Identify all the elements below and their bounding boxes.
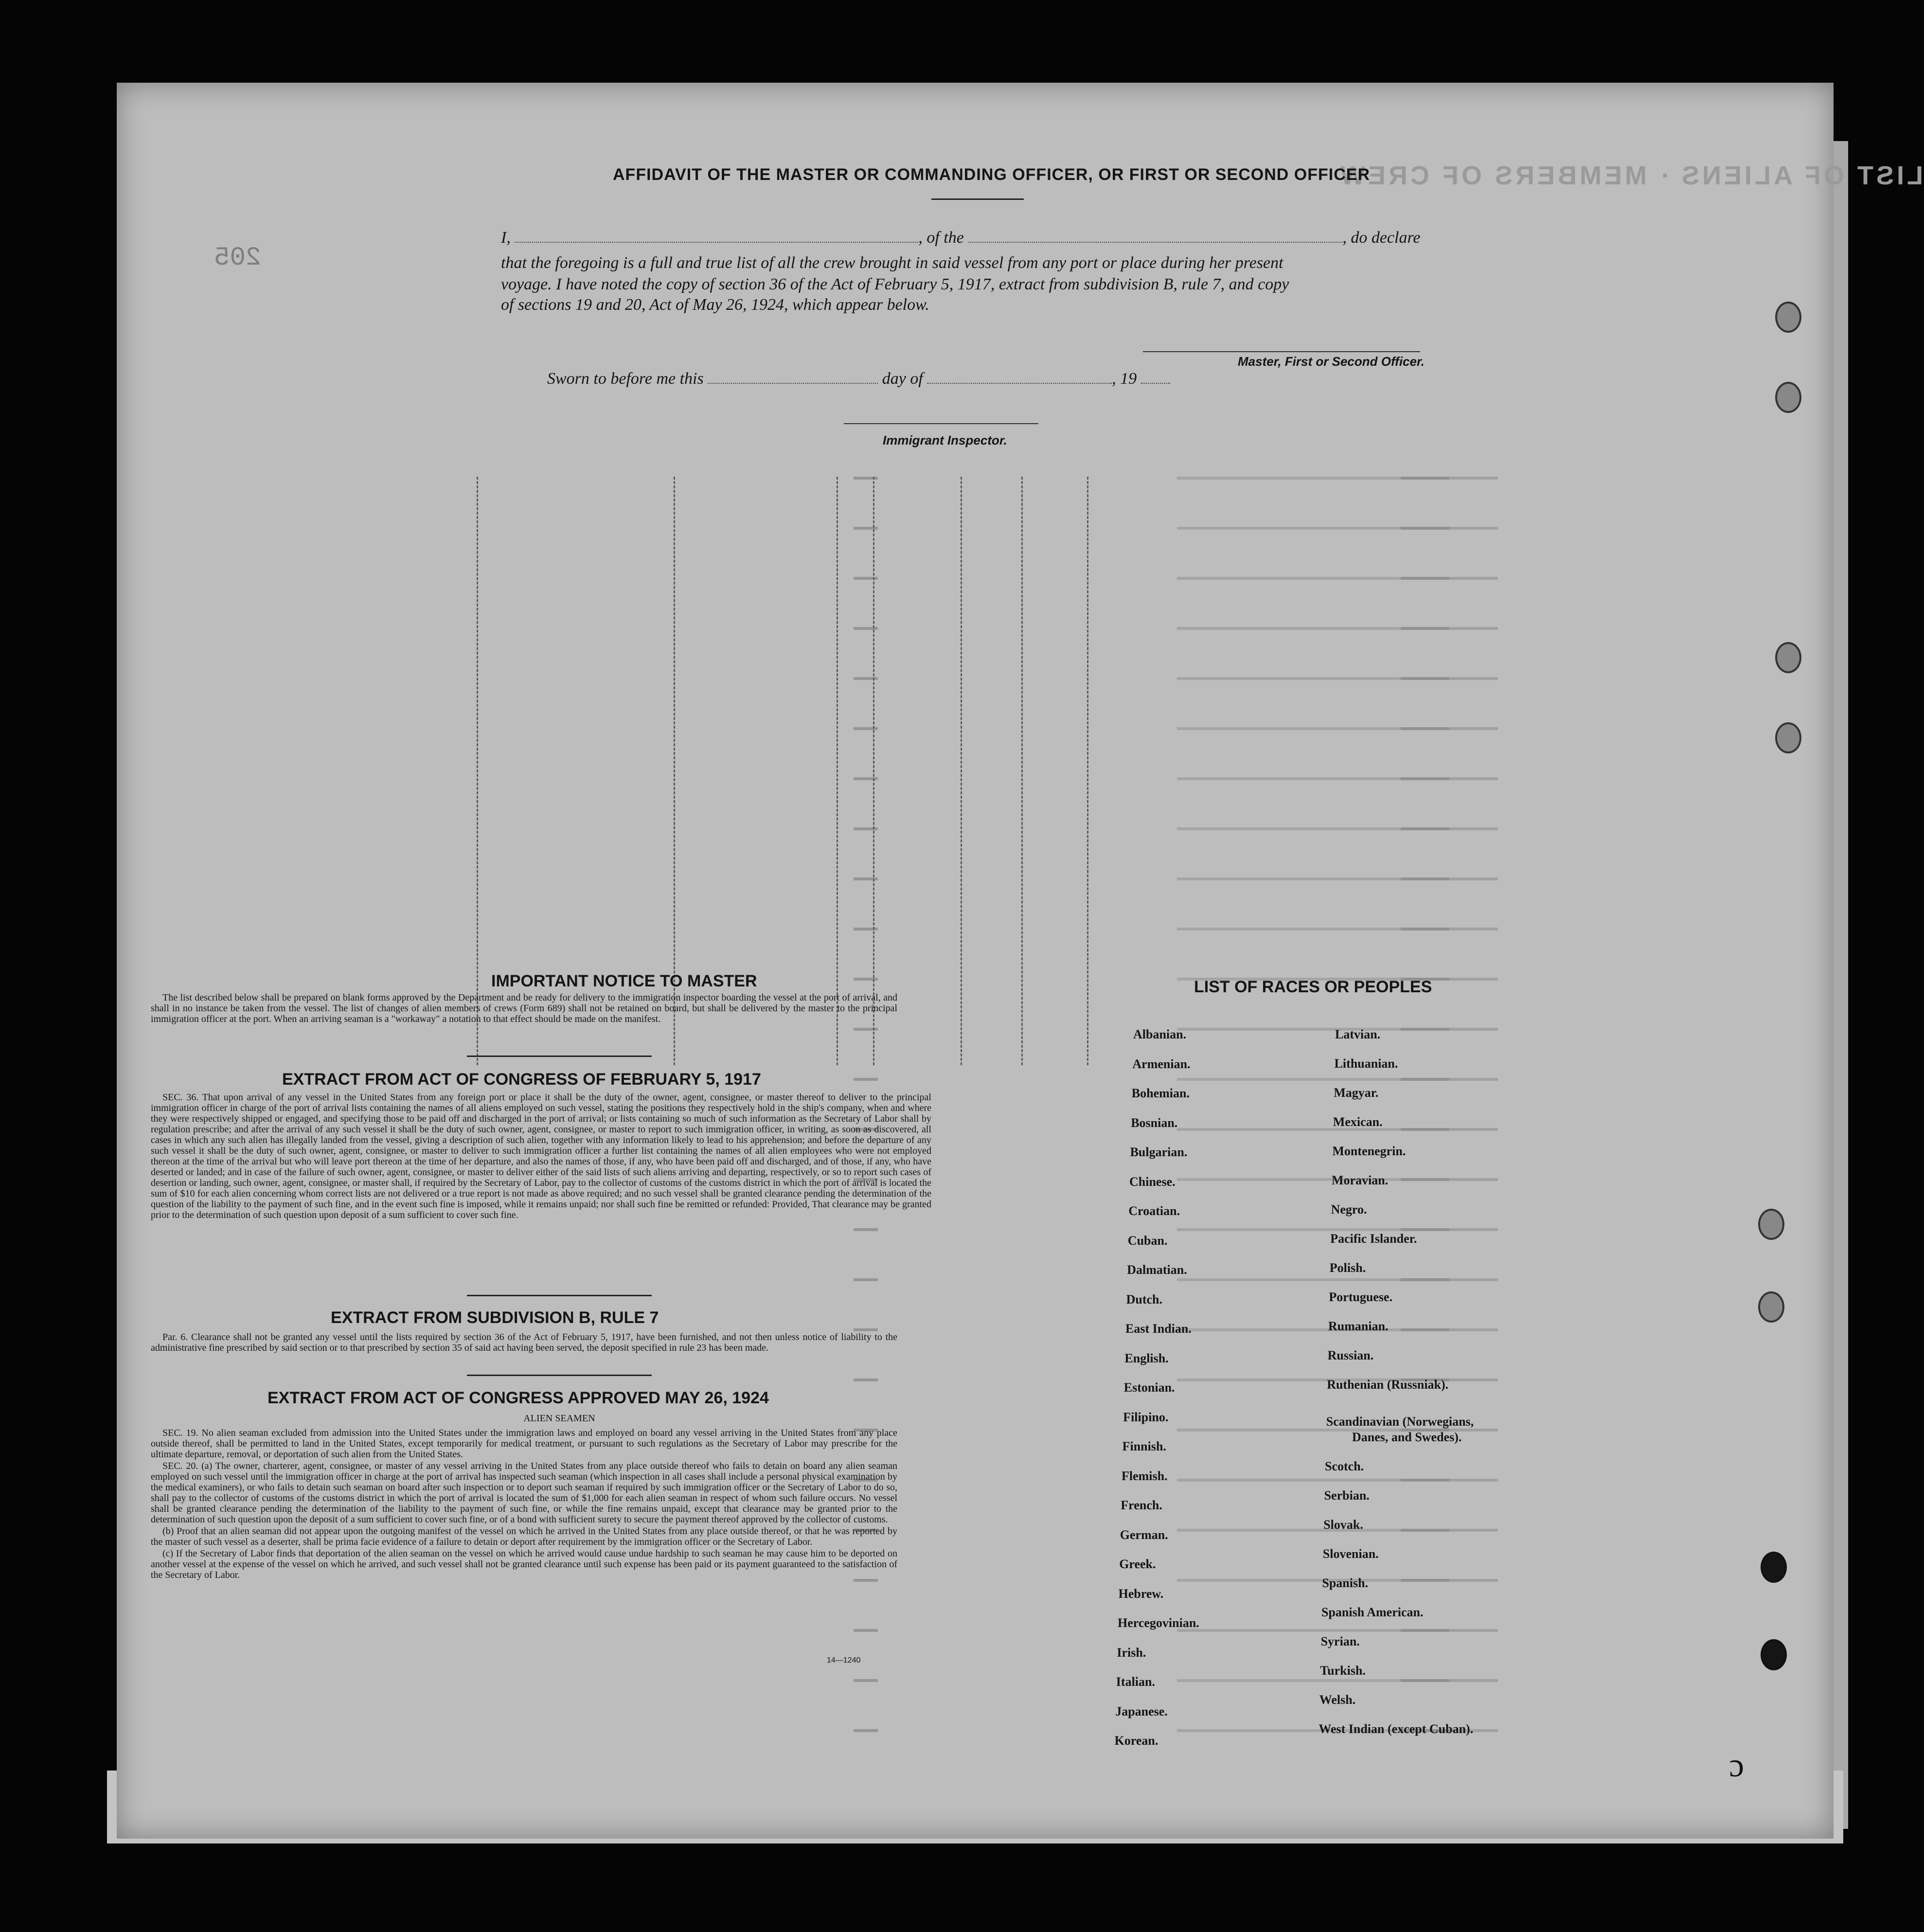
- race-item: French.: [1121, 1498, 1162, 1512]
- bleed-through-mark: [1401, 562, 1498, 580]
- race-item: Flemish.: [1122, 1468, 1168, 1483]
- race-item: Italian.: [1116, 1675, 1155, 1689]
- bleed-through-mark: [1401, 1464, 1498, 1482]
- race-item: Portuguese.: [1329, 1290, 1393, 1304]
- bleed-through-mark: [1401, 1514, 1498, 1532]
- race-item: Bosnian.: [1131, 1115, 1178, 1130]
- form-number: 14—1240: [827, 1656, 861, 1664]
- race-item: Filipino.: [1123, 1410, 1169, 1424]
- race-item: Welsh.: [1319, 1693, 1356, 1707]
- punch-hole: [1761, 1552, 1787, 1583]
- race-item: Hebrew.: [1118, 1586, 1164, 1601]
- section-divider: [467, 1375, 652, 1376]
- race-item: Danes, and Swedes).: [1352, 1430, 1462, 1444]
- race-item: Slovenian.: [1322, 1547, 1379, 1561]
- race-item: English.: [1124, 1351, 1169, 1365]
- bleed-through-mark: [1401, 913, 1498, 930]
- race-item: Greek.: [1119, 1557, 1156, 1571]
- race-item: Bulgarian.: [1130, 1145, 1188, 1159]
- bleed-through-heading: LIST OF ALIENS · MEMBERS OF CREW: [1337, 161, 1923, 190]
- affidavit-line1-mid: , of the: [918, 229, 964, 247]
- race-item: Rumanian.: [1328, 1319, 1389, 1333]
- name-blank[interactable]: [515, 230, 918, 243]
- race-item: Scotch.: [1325, 1459, 1364, 1473]
- affidavit-line1-suffix: , do declare: [1342, 229, 1421, 247]
- column-rule: [873, 477, 874, 1065]
- affidavit-line-3: voyage. I have noted the copy of section 36 of the Act of February 5, 1917, extract from subdivision B, rule 7, and copy: [501, 275, 1289, 293]
- bleed-through-mark: [854, 1614, 878, 1632]
- bleed-through-mark: [1401, 763, 1498, 780]
- bleed-through-mark: [1401, 462, 1498, 480]
- punch-hole: [1758, 1209, 1784, 1240]
- affidavit-line1-prefix: I,: [501, 229, 511, 247]
- par6-paragraph: Par. 6. Clearance shall not be granted any vessel until the lists required by section 36 of the Act of February 5, 1917, have been furnished, and not then unless notice of liability to the administrative fine prescribed by said section or to that prescribed by section 35 of said act having been served, the deposit specified in rule 23 has been made.: [151, 1332, 897, 1353]
- extract-rule7-title: EXTRACT FROM SUBDIVISION B, RULE 7: [331, 1308, 659, 1327]
- column-rule: [961, 477, 962, 1065]
- officer-signature-line[interactable]: [1143, 351, 1420, 352]
- bleed-through-number: 205: [214, 243, 262, 273]
- races-title: LIST OF RACES OR PEOPLES: [1194, 978, 1432, 996]
- bleed-through-mark: [1401, 1013, 1498, 1031]
- column-rule: [1087, 477, 1088, 1065]
- inspector-caption: Immigrant Inspector.: [883, 433, 1007, 447]
- handwritten-mark: ɔ: [1729, 1747, 1745, 1784]
- bleed-through-mark: [1401, 1264, 1498, 1281]
- race-item: Polish.: [1329, 1261, 1366, 1275]
- notice-text: [151, 992, 897, 1025]
- column-rule: [1021, 477, 1023, 1065]
- sec20a-paragraph: SEC. 20. (a) The owner, charterer, agent, consignee, or master of any vessel arriving in the United States from any place outside thereof who fails to detain on board any alien seaman employed on such vessel until the immigration officer in charge at the port of arrival has inspected such seaman (which inspection in all cases shall include a personal physical examination by the medical examiners), or who fails to detain such seaman on board after such inspection or to deport such seaman if required by such immigration officer or the Secretary of Labor to do so, shall pay to the collector of customs of the customs district in which the port of arrival is located the sum of $1,000 for each alien seaman in respect of whom such failure occurs. No vessel shall be granted clearance pending the determination of the liability to the payment of such fine, or while the fine remains unpaid, except that clearance may be granted prior to the determination of such question upon the deposit of a sum sufficient to cover such fine, or of a bond with sufficient surety to secure the payment thereof approved by the collector of customs.: [151, 1461, 897, 1525]
- affidavit-line-2: that the foregoing is a full and true list of all the crew brought in said vessel from any port or place during her present: [501, 254, 1283, 272]
- race-item: Ruthenian (Russniak).: [1327, 1377, 1449, 1392]
- column-rule: [477, 477, 478, 1065]
- race-item: Irish.: [1117, 1645, 1146, 1660]
- section-divider: [467, 1295, 652, 1296]
- race-item: Estonian.: [1123, 1380, 1175, 1395]
- bleed-through-mark: [854, 1364, 878, 1381]
- extract-rule7-text: [151, 1332, 897, 1354]
- bleed-through-mark: [854, 1664, 878, 1682]
- race-item: West Indian (except Cuban).: [1318, 1722, 1474, 1736]
- race-item: East Indian.: [1125, 1322, 1192, 1336]
- race-item: Scandinavian (Norwegians,: [1326, 1414, 1474, 1429]
- notice-paragraph: The list described below shall be prepared on blank forms approved by the Department and be ready for delivery to the immigration inspector boarding the vessel at the port of arrival, and shall in no instance be taken from the vessel. The list of changes of alien members of crews (Form 689) shall not be retained on board, but shall be delivered by the master to the principal immigration officer at the port. When an arriving seaman is a "workaway" a notation to that effect should be made on the manifest.: [151, 992, 897, 1024]
- bleed-through-mark: [1401, 662, 1498, 680]
- affidavit-title: AFFIDAVIT OF THE MASTER OR COMMANDING OFFICER, OR FIRST OR SECOND OFFICER: [613, 165, 1370, 184]
- race-item: Turkish.: [1320, 1664, 1366, 1678]
- bleed-through-mark: [854, 1314, 878, 1331]
- race-item: Cuban.: [1127, 1233, 1168, 1248]
- race-item: Latvian.: [1335, 1027, 1381, 1041]
- race-item: Chinese.: [1129, 1174, 1176, 1189]
- vessel-blank[interactable]: [968, 230, 1342, 243]
- race-item: Japanese.: [1115, 1704, 1168, 1718]
- extract-1924-title: EXTRACT FROM ACT OF CONGRESS APPROVED MAY 26, 1924: [267, 1389, 769, 1407]
- notice-title: IMPORTANT NOTICE TO MASTER: [491, 972, 757, 990]
- race-item: Magyar.: [1334, 1086, 1379, 1100]
- race-item: Spanish American.: [1321, 1605, 1424, 1619]
- race-item: Montenegrin.: [1332, 1144, 1406, 1158]
- race-item: Slovak.: [1323, 1518, 1363, 1532]
- race-item: Hercegovinian.: [1118, 1616, 1199, 1630]
- race-item: Korean.: [1114, 1734, 1158, 1748]
- extract-1917-text: [151, 1092, 931, 1221]
- punch-hole: [1775, 302, 1801, 333]
- race-item: Armenian.: [1132, 1056, 1191, 1071]
- sworn-line: [547, 370, 1170, 388]
- race-item: Moravian.: [1332, 1173, 1389, 1187]
- punch-hole: [1775, 722, 1801, 753]
- sworn-month-blank[interactable]: [927, 371, 1112, 384]
- bleed-through-mark: [1401, 512, 1498, 530]
- race-item: Croatian.: [1128, 1204, 1180, 1218]
- sworn-suffix: , 19: [1112, 370, 1137, 388]
- race-item: Dalmatian.: [1127, 1263, 1187, 1277]
- extract-1917-title: EXTRACT FROM ACT OF CONGRESS OF FEBRUARY 5, 1917: [282, 1070, 761, 1089]
- sec20c-paragraph: (c) If the Secretary of Labor finds that deportation of the alien seaman on the vessel on which he arrived would cause undue hardship to such seaman he may cause him to be deported on another vessel at the expense of the vessel on which he arrived, and such vessel shall not be granted clearance until such expense has been paid or its payment guaranteed to the satisfaction of the Secretary of Labor.: [151, 1548, 897, 1580]
- bleed-through-mark: [1401, 612, 1498, 630]
- section-36-paragraph: SEC. 36. That upon arrival of any vessel in the United States from any foreign port or place it shall be the duty of the owner, agent, consignee, or master thereof to deliver to the principal immigration officer in charge of the port of arrival lists containing the names of all aliens employed on such vessel, stating the positions they respectively hold in the ship's company, when and where they were respectively shipped or engaged, and specifying those to be paid off and discharged in the port of arrival; or lists containing so much of such information as the Secretary of Labor shall by regulation prescribe; and after the arrival of any such vessel it shall be the duty of such owner, agent, consignee, or master to report to such immigration officer, in writing, as soon as discovered, all cases in which any such alien has illegally landed from the vessel, giving a description of such alien, together with any information likely to lead to his apprehension; and before the departure of any such vessel it shall be the duty of such owner, agent, consignee, or master to deliver to such immigration officer a further list containing the names of all alien employees who were not employed thereon at the time of the arrival but who will leave port thereon at the time of her departure, and also the names of those, if any, who have been paid off and discharged, and of those, if any, who have deserted or landed; and in case of the failure of such owner, agent, consignee, or master to deliver either of the said lists of such aliens arriving and departing, respectively, or so to report such cases of desertion or landing, such owner, agent, consignee, or master shall, if required by the Secretary of Labor, pay to the collector of customs of the customs district in which the port of arrival is located the sum of $10 for each alien concerning whom correct lists are not delivered or a true report is not made as above required; and no such vessel shall be granted clearance pending the determination of the question of the liability to the payment of such fine, and in the event such fine is imposed, while it remains unpaid; nor shall such fine be remitted or refunded: Provided, That clearance may be granted prior to the determination of such question upon deposit of a sum sufficient to cover such fine.: [151, 1092, 931, 1220]
- sworn-prefix: Sworn to before me this: [547, 370, 704, 388]
- sworn-mid: day of: [882, 370, 923, 388]
- race-item: Mexican.: [1333, 1115, 1383, 1129]
- race-item: Russian.: [1327, 1348, 1374, 1362]
- race-item: Dutch.: [1126, 1292, 1162, 1306]
- sworn-day-blank[interactable]: [708, 371, 878, 384]
- race-item: Syrian.: [1320, 1634, 1360, 1648]
- punch-hole: [1775, 382, 1801, 413]
- bleed-through-mark: [1401, 813, 1498, 830]
- section-divider: [467, 1055, 652, 1057]
- extract-1924-subtitle: ALIEN SEAMEN: [523, 1413, 595, 1424]
- race-item: Negro.: [1331, 1202, 1367, 1216]
- race-item: Pacific Islander.: [1330, 1232, 1417, 1246]
- punch-hole: [1761, 1639, 1787, 1670]
- bleed-through-mark: [854, 1063, 878, 1081]
- race-item: Spanish.: [1322, 1576, 1369, 1590]
- race-item: Serbian.: [1324, 1488, 1370, 1503]
- bleed-through-mark: [1401, 1113, 1498, 1131]
- race-item: Finnish.: [1122, 1439, 1166, 1453]
- race-item: Albanian.: [1133, 1027, 1187, 1041]
- sworn-year-blank[interactable]: [1141, 371, 1170, 384]
- title-underline: [931, 198, 1024, 200]
- bleed-through-mark: [1401, 863, 1498, 880]
- punch-hole: [1758, 1291, 1784, 1323]
- race-item: Lithuanian.: [1334, 1056, 1398, 1071]
- officer-caption: Master, First or Second Officer.: [1238, 354, 1425, 369]
- punch-hole: [1775, 642, 1801, 673]
- race-item: German.: [1120, 1527, 1168, 1542]
- bleed-through-mark: [1401, 713, 1498, 730]
- bleed-through-mark: [1401, 1564, 1498, 1582]
- column-rule: [837, 477, 838, 1065]
- bleed-through-mark: [1401, 1314, 1498, 1331]
- bleed-through-mark: [1401, 1664, 1498, 1682]
- affidavit-line-4: of sections 19 and 20, Act of May 26, 1924, which appear below.: [501, 296, 929, 314]
- inspector-signature-line[interactable]: [844, 423, 1038, 424]
- sec19-paragraph: SEC. 19. No alien seaman excluded from admission into the United States under the immigration laws and employed on board any vessel arriving in the United States from any place outside thereof, shall be permitted to land in the United States, except temporarily for medical treatment, or pursuant to such regulations as the Secretary of Labor may prescribe for the ultimate departure, removal, or deportation of such alien from the United States.: [151, 1428, 897, 1460]
- bleed-through-mark: [1401, 1063, 1498, 1081]
- bleed-through-mark: [1401, 1214, 1498, 1231]
- affidavit-line-1: [501, 229, 1421, 247]
- bleed-through-mark: [854, 1715, 878, 1732]
- extract-1924-text: [151, 1428, 897, 1581]
- bleed-through-mark: [1401, 1163, 1498, 1181]
- race-item: Bohemian.: [1131, 1086, 1190, 1100]
- bleed-through-mark: [854, 1264, 878, 1281]
- sec20b-paragraph: (b) Proof that an alien seaman did not appear upon the outgoing manifest of the vessel on which he arrived in the United States from any place outside thereof, or that he was reported by the master of such vessel as a deserter, shall be prima facie evidence of a failure to detain or deport after requirement by the immigration officer or the Secretary of Labor.: [151, 1526, 897, 1547]
